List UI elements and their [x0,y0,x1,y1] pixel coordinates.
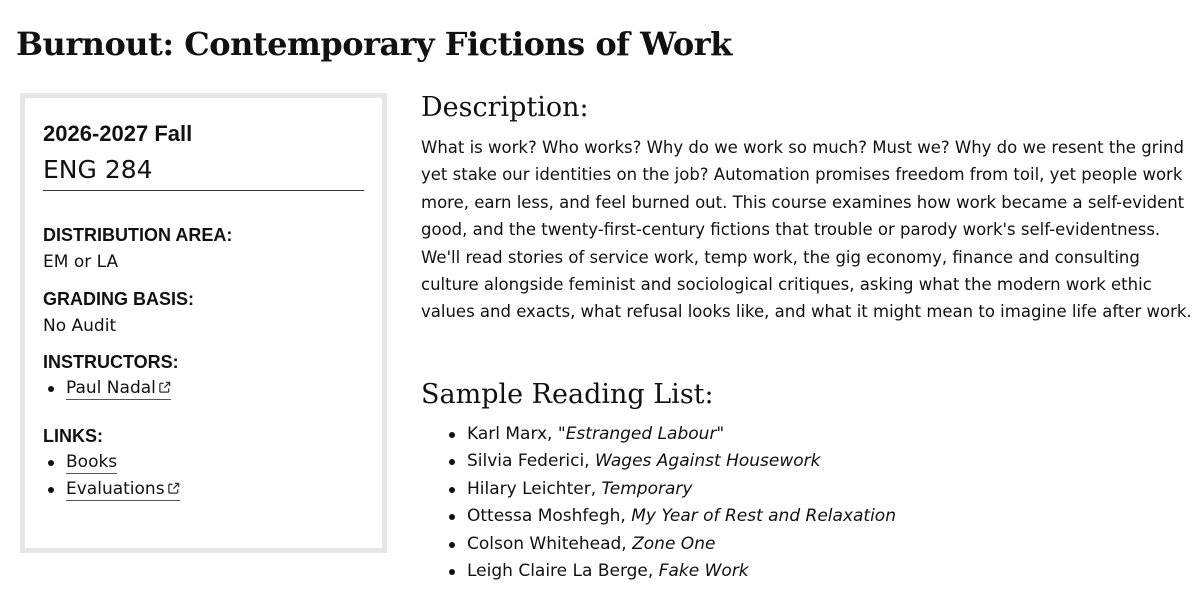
instructor-item [43,375,171,402]
course-info-card [20,93,387,553]
reading-work: Fake Work [658,561,749,582]
distribution-area-value: EM or LA [43,252,119,272]
course-term: 2026-2027 Fall [43,121,193,146]
link-item [43,449,180,476]
links-list [43,449,180,503]
reading-work: Zone One [632,533,716,554]
reading-work: Wages Against Housework [595,451,821,472]
books-link-label: Books [66,452,118,472]
reading-work: Temporary [601,478,693,499]
reading-author: Colson Whitehead, [467,533,633,554]
instructors-label: INSTRUCTORS: [43,352,179,372]
course-code: ENG 284 [43,153,364,191]
link-item [43,476,180,503]
evaluations-link-label: Evaluations [66,479,165,499]
reading-item [443,503,896,530]
reading-item [443,558,896,585]
reading-author: Leigh Claire La Berge, [467,561,659,582]
instructor-link-paul-nadal[interactable] [66,378,171,400]
reading-author: Hilary Leichter, [467,478,602,499]
reading-item [443,476,896,503]
reading-author: Karl Marx, [467,424,558,444]
distribution-area-label: DISTRIBUTION AREA: [43,225,233,245]
reading-item [443,448,896,475]
instructor-name: Paul Nadal [66,378,156,398]
grading-basis-label: GRADING BASIS: [43,289,195,309]
external-link-icon [158,381,171,394]
reading-author: Ottessa Moshfegh, [467,506,632,527]
evaluations-link[interactable] [66,479,180,501]
reading-item [443,421,896,448]
description-text: What is work? Who works? Why do we work so much? Must we? Why do we resent the grind yet stake our identities on the job? Automation promises freedom from toil, yet people work more, earn less, and feel burned out. This course examines how work became a self-evident good, and the twenty-first-century fictions that trouble or parody work's self-evidentness. We'll read stories of service work, temp work, the gig economy, finance and consulting culture alongside feminist and sociological critiques, asking what the modern work ethic values and exacts, what refusal looks like, and what it might mean to imagine life after work. [421,138,1192,322]
external-link-icon [167,482,180,495]
instructors-list [43,375,171,402]
links-label: LINKS: [43,426,103,446]
reading-list-heading: Sample Reading List: [421,379,714,410]
reading-work: My Year of Rest and Relaxation [631,506,896,527]
books-link[interactable] [66,452,117,474]
reading-author: Silvia Federici, [467,451,595,472]
reading-work: "Estranged Labour" [557,424,725,444]
grading-basis-value: No Audit [43,316,117,336]
reading-list [443,421,896,585]
reading-item [443,531,896,558]
course-title: Burnout: Contemporary Fictions of Work [16,25,732,63]
description-heading: Description: [421,92,589,123]
